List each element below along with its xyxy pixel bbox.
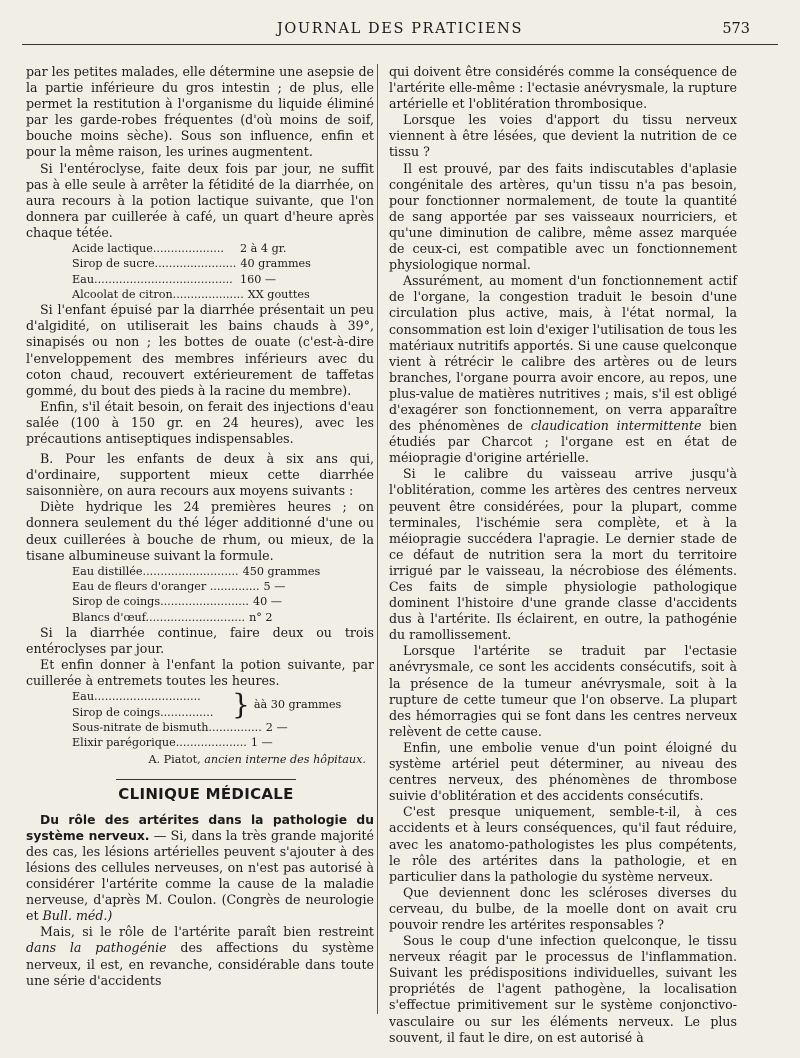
paragraph: Diète hydrique les 24 premières heures ; on donnera seulement du thé léger additionné d'une ou deux cuillerées à bouche de rhum, ou mieux, de la tisane albumineuse suivant la formule. [26, 499, 374, 563]
prescription-bismuth-braced [72, 689, 344, 720]
prescription-line [72, 579, 344, 594]
author-name: A. Piatot, [148, 753, 201, 767]
ingredient: Alcoolat de citron.................... [72, 287, 244, 301]
quantity: 40 grammes [240, 257, 311, 271]
ingredient: Sous-nitrate de bismuth............... [72, 720, 262, 734]
ingredient: Eau de fleurs d'oranger .............. [72, 580, 260, 594]
ingredient: Acide lactique.................... [72, 242, 224, 256]
paragraph: par les petites malades, elle détermine une asepsie de la partie inférieure du gros intestin ; de plus, elle permet la restitution à l'organisme du liquide éliminé par les garde-robes fréquentes (d'où moins de soif, bouche moins sèche). Sous son influence, enfin et pour la même raison, les urines augmentent. [26, 64, 374, 160]
paragraph: Que deviennent donc les scléroses diverses du cerveau, du bulbe, de la moelle dont on avait cru pouvoir rendre les artérites responsables ? [389, 884, 737, 932]
prescription-line [72, 564, 344, 579]
paragraph: C'est presque uniquement, semble-t-il, à ces accidents et à leurs conséquences, qu'il faut réduire, avec les anatomo-pathologistes les plus compétents, le rôle des artérites dans la pathologie, et en particulier dans la pathologie du système nerveux. [389, 804, 737, 884]
paragraph: Si le calibre du vaisseau arrive jusqu'à l'oblitération, comme les artères des centres nerveux peuvent être considérées, pour la plupart, comme terminales, l'ischémie sera complète, et à la méiopragie succédera l'apragie. Le dernier stade de ce défaut de nutrition sera la mort du territoire irrigué par le vaisseau, la nécrobiose des éléments. Ces faits de simple physiologie pathologique dominent l'histoire d'une grande classe d'accidents dus à l'artérite. Ils éclairent, en outre, la pathogénie du ramollissement. [389, 466, 737, 643]
quantity: XX gouttes [247, 287, 310, 301]
ingredient: Eau....................................... [72, 272, 233, 286]
paragraph: qui doivent être considérés comme la conséquence de l'artérite elle-même : l'ectasie anévrysmale, la rupture artérielle et l'oblitération thrombosique. [389, 64, 737, 112]
ingredient: Elixir parégorique.................... [72, 736, 247, 750]
prescription-line [72, 594, 344, 609]
prescription-albumin [72, 564, 344, 625]
prescription-lactic [72, 241, 344, 302]
prescription-line [72, 272, 344, 287]
prescription-line [72, 720, 344, 735]
citation: Bull. méd.) [42, 908, 113, 924]
section-heading: CLINIQUE MÉDICALE [116, 779, 296, 802]
column-rule [377, 64, 378, 1014]
running-header [22, 20, 778, 45]
ingredient: Sirop de sucre....................... [72, 257, 237, 271]
ingredient: Eau distillée........................... [72, 564, 239, 578]
quantity: 2 à 4 gr. [240, 242, 287, 256]
journal-title: JOURNAL DES PRATICIENS [277, 21, 523, 37]
paragraph: Enfin, s'il était besoin, on ferait des injections d'eau salée (100 à 150 gr. en 24 heures), avec les précautions antiseptiques indispensables. [26, 398, 374, 446]
quantity: àà 30 grammes [253, 697, 342, 711]
paragraph: Si la diarrhée continue, faire deux ou trois entéroclyses par jour. [26, 624, 374, 656]
right-column [389, 64, 737, 1046]
quantity: 5 — [263, 580, 286, 594]
brace-glyph: } [232, 687, 250, 721]
ingredient: Sirop de coings............... [72, 705, 214, 719]
paragraph: Du rôle des artérites dans la pathologie du système nerveux. — Si, dans la très grande majorité des cas, les lésions artérielles peuvent s'ajouter à des lésions des cellules nerveuses, on n'est pas autorisé à considérer l'artérite comme la cause de la maladie nerveuse, d'après M. Coulon. (Congrès de neurologie et Bull. méd.) [26, 812, 374, 924]
paragraph: B. Pour les enfants de deux à six ans qui, d'ordinaire, supportent mieux cette diarrhée saisonnière, on aura recours aux moyens suivants : [26, 451, 374, 499]
quantity: n° 2 [249, 610, 273, 624]
paragraph: Enfin, une embolie venue d'un point éloigné du système artériel peut déterminer, au niveau des centres nerveux, des phénomènes de thrombose suivie d'oblitération et des accidents consécutifs. [389, 739, 737, 804]
author-role: ancien interne des hôpitaux. [200, 753, 366, 767]
paragraph: Lorsque les voies d'apport du tissu nerveux viennent à être lésées, que devient la nutrition de ce tissu ? [389, 112, 737, 160]
paragraph: Lorsque l'artérite se traduit par l'ectasie anévrysmale, ce sont les accidents consécutifs, soit à la présence de la tumeur anévrysmale, soit à la rupture de cette tumeur que l'on observe. La plupart des hémorragies qui se font dans les centres nerveux relèvent de cette cause. [389, 643, 737, 739]
signature [26, 752, 366, 768]
paragraph: Assurément, au moment d'un fonctionnement actif de l'organe, la congestion traduit le besoin d'une circulation plus active, mais, à l'état normal, la consommation est loin d'exiger l'utilisation de tous les matériaux nutritifs apportés. Si une cause quelconque vient à rétrécir le calibre des artères ou de leurs branches, l'organe pourra avoir encore, au repos, une plus-value de matières nutritives ; mais, s'il est obligé d'exagérer son fonctionnement, on verra apparaître des phénomènes de claudication intermittente bien étudiés par Charcot ; l'organe est en état de méiopragie d'origine artérielle. [389, 273, 737, 466]
left-column [26, 64, 374, 989]
prescription-line [72, 287, 344, 302]
page-number: 573 [722, 21, 750, 37]
prescription-line [72, 241, 344, 256]
paragraph: Sous le coup d'une infection quelconque, le tissu nerveux réagit par le processus de l'inflammation. Suivant les prédispositions individuelles, suivant les propriétés de l'agent pathogène, la localisation s'effectue primitivement sur le système conjonctivo-vasculaire ou sur les éléments nerveux. Le plus souvent, il faut le dire, on est autorisé à [389, 933, 737, 1045]
quantity: 450 grammes [242, 564, 321, 578]
quantity: 2 — [265, 720, 288, 734]
prescription-line [72, 610, 344, 625]
ingredient: Sirop de coings......................... [72, 595, 249, 609]
ingredient: Eau.............................. [72, 690, 201, 704]
quantity: 40 — [252, 595, 282, 609]
prescription-line [72, 256, 344, 271]
ingredient: Blancs d'œuf............................ [72, 610, 246, 624]
paragraph: Et enfin donner à l'enfant la potion suivante, par cuillerée à entremets toutes les heures. [26, 657, 374, 689]
prescription-bismuth [72, 720, 344, 751]
prescription-line [72, 735, 344, 750]
quantity: 160 — [240, 272, 277, 286]
article-lead: Du rôle des artérites dans la pathologie du système nerveux. [26, 812, 374, 843]
paragraph: Si l'enfant épuisé par la diarrhée présentait un peu d'algidité, on utiliserait les bains chauds à 39°, sinapisés ou non ; les bottes de ouate (c'est-à-dire l'enveloppement des membres inférieurs avec du coton chaud, recouvert extérieurement de taffetas gommé, du bout des pieds à la racine du membre). [26, 302, 374, 398]
paragraph: Mais, si le rôle de l'artérite paraît bien restreint dans la pathogénie des affections du système nerveux, il est, en revanche, considérable dans toute une série d'accidents [26, 924, 374, 988]
paragraph: Si l'entéroclyse, faite deux fois par jour, ne suffit pas à elle seule à arrêter la fétidité de la diarrhée, on aura recours à la potion lactique suivante, que l'on donnera par cuillerée à café, un quart d'heure après chaque tétée. [26, 160, 374, 240]
quantity: 1 — [250, 736, 273, 750]
paragraph: Il est prouvé, par des faits indiscutables d'aplasie congénitale des artères, qu'un tissu n'a pas besoin, pour fonctionner normalement, de toute la quantité de sang apportée par ses vaisseaux nourriciers, et qu'une diminution de calibre, même assez marquée de ceux-ci, est compatible avec un fonctionnement physiologique normal. [389, 160, 737, 273]
